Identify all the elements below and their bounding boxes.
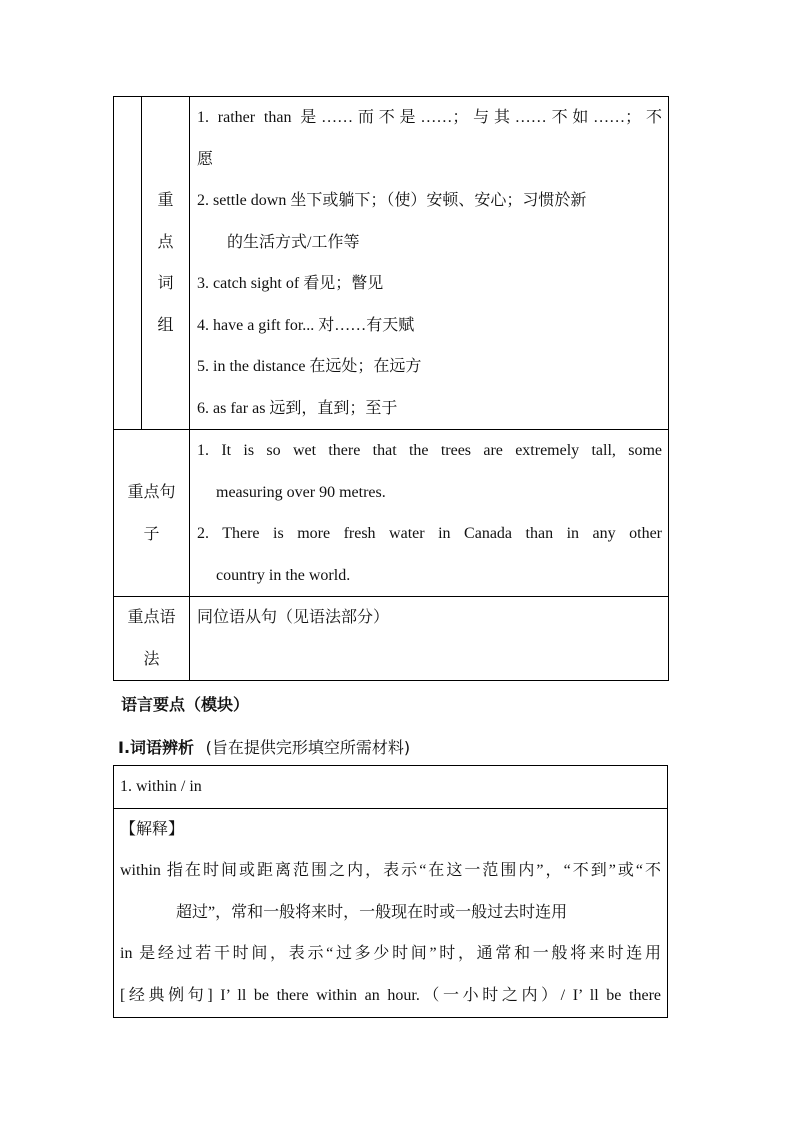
entry-header-cell — [114, 766, 668, 809]
sentences-label: 子 — [143, 525, 160, 543]
entry-header: 1. within / in — [120, 778, 202, 795]
vocab-line: 1. rather than 是……而不是……；与其……不如……；不 — [197, 109, 662, 126]
entry-line: within 指在时间或距离范围之内，表示“在这一范围内”，“不到”或“不 — [120, 862, 661, 880]
grammar-label: 法 — [143, 650, 160, 668]
sentences-content-cell — [190, 430, 669, 597]
vocab-line: 4. have a gift for... 对……有天赋 — [197, 316, 415, 334]
vocab-line: 3. catch sight of 看见；瞥见 — [197, 275, 384, 292]
sentences-label-cell — [114, 430, 190, 597]
summary-table — [113, 96, 669, 681]
subsection-title: Ⅰ.词语辨析 — [118, 738, 195, 757]
vocab-label-cell — [142, 97, 190, 430]
entry-line: [经典例句] I’ ll be there within an hour.（一小时之内）/ I’ ll be there — [120, 986, 661, 1004]
entry-line: 超过”，常和一般将来时，一般现在时或一般过去时连用 — [176, 903, 568, 921]
sentences-row — [114, 430, 669, 597]
vocab-content-cell — [190, 97, 669, 430]
grammar-content-cell — [190, 597, 669, 681]
vocab-line: 2. settle down 坐下或躺下；（使）安顿、安心；习惯於新 — [197, 192, 587, 209]
sentence-line: measuring over 90 metres. — [216, 483, 386, 501]
vocab-label-char: 组 — [157, 316, 174, 334]
entry-line: in 是经过若干时间，表示“过多少时间”时，通常和一般将来时连用 — [120, 945, 661, 963]
vocab-line: 的生活方式/工作等 — [227, 233, 360, 251]
entry-line: 【解释】 — [120, 820, 185, 838]
subsection-note: (旨在提供完形填空所需材料) — [205, 738, 411, 757]
vocab-line: 愿 — [197, 150, 214, 168]
word-analysis-table — [113, 765, 668, 1018]
sentence-line: country in the world. — [216, 566, 351, 584]
section-title: 语言要点（模块） — [121, 695, 250, 714]
blank-cell — [114, 97, 142, 430]
sentence-line: 1. It is so wet there that the trees are extremely tall, some — [197, 442, 662, 459]
vocab-line: 6. as far as 远到，直到；至于 — [197, 399, 398, 417]
grammar-label: 重点语 — [127, 609, 176, 626]
vocab-label-char: 重 — [157, 192, 174, 209]
subsection-heading — [118, 735, 410, 758]
entry-header-row — [114, 766, 668, 809]
vocab-label-char: 点 — [157, 233, 174, 251]
sentences-label: 重点句 — [127, 484, 176, 501]
vocab-label-char: 词 — [157, 275, 174, 293]
vocab-line: 5. in the distance 在远处；在远方 — [197, 358, 422, 375]
grammar-content: 同位语从句（见语法部分） — [197, 609, 390, 626]
sentence-line: 2. There is more fresh water in Canada than in any other — [197, 525, 662, 542]
grammar-row — [114, 597, 669, 681]
vocab-row — [114, 97, 669, 430]
entry-body-row — [114, 808, 668, 1017]
entry-body-cell — [114, 808, 668, 1017]
grammar-label-cell — [114, 597, 190, 681]
